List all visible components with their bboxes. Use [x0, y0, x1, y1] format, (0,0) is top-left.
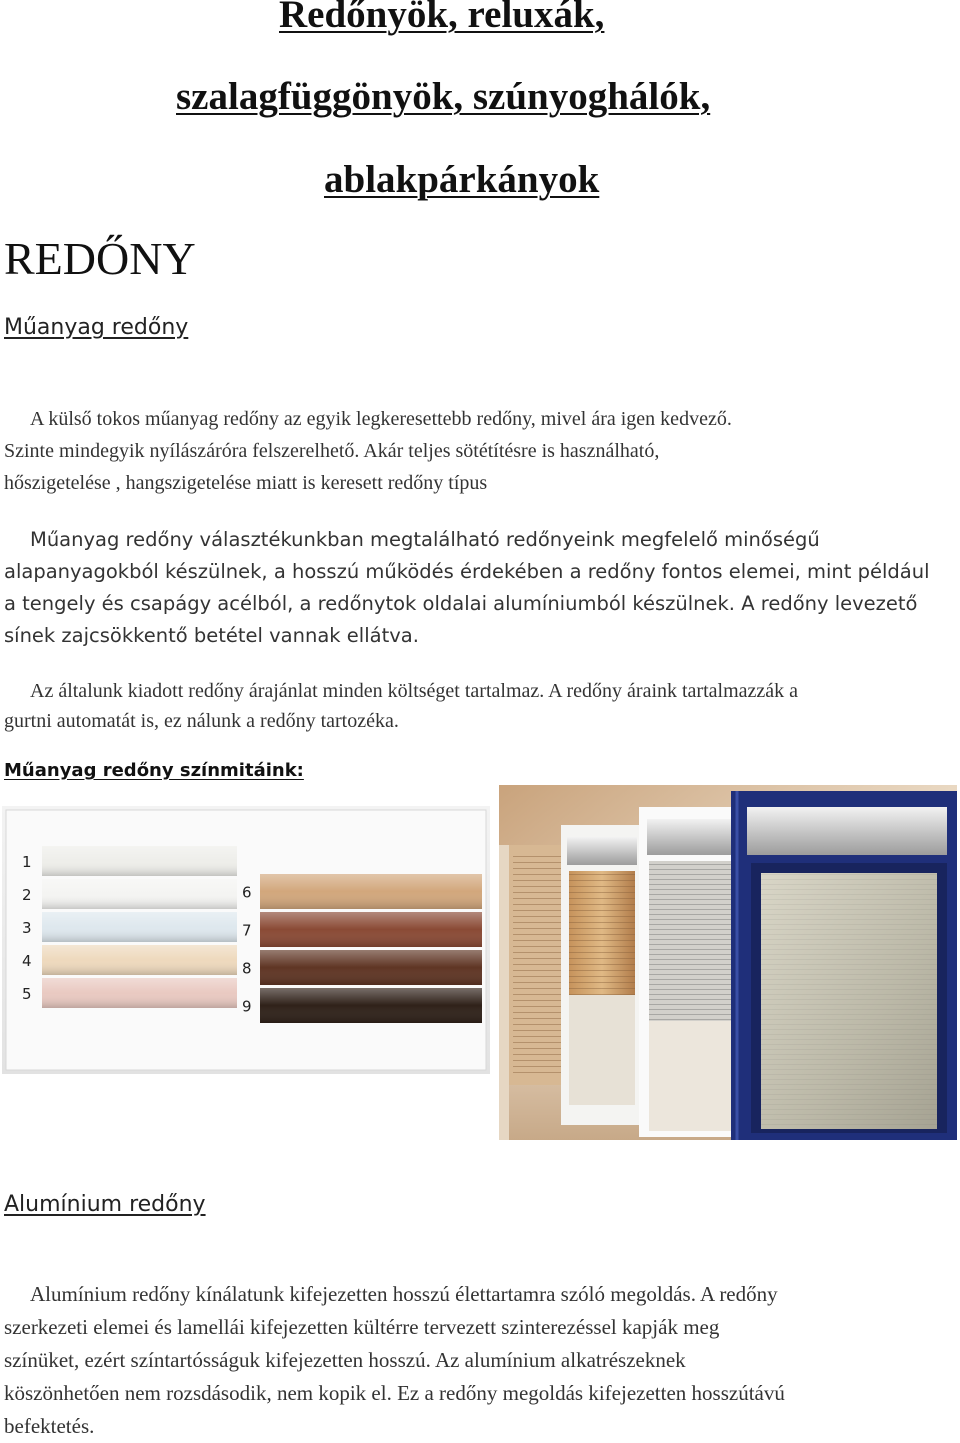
text-line: A külső tokos műanyag redőny az egyik legkeresettebb redőny, mivel ára igen kedvező. [30, 408, 732, 430]
color-swatch-number: 5 [22, 985, 32, 1003]
subsection-heading-plastic: Műanyag redőny [4, 315, 189, 340]
color-swatch-shading [260, 874, 482, 909]
color-swatch-number: 7 [242, 921, 252, 940]
color-swatch-image [2, 806, 490, 1074]
text-line: sínek zajcsökkentő betétel vannak ellátva. [4, 624, 419, 647]
paragraph-plastic-quality [4, 524, 954, 652]
color-swatch-number: 3 [22, 919, 32, 937]
color-swatch-shading [42, 846, 237, 876]
color-swatch-number: 1 [22, 853, 32, 871]
text-line: színüket, ezért színtartósságuk kifejezetten hosszú. Az alumínium alkatrészeknek [4, 1348, 686, 1372]
paragraph-plastic-intro [4, 403, 954, 499]
text-line: Műanyag redőny választékunkban megtalálható redőnyeink megfelelő minőségű [30, 528, 820, 551]
shutter-showroom-photo [499, 785, 957, 1140]
color-swatch-shading [42, 945, 237, 975]
color-swatch-shading [42, 912, 237, 942]
color-swatch-number: 8 [242, 959, 252, 978]
color-swatch-shading [260, 988, 482, 1023]
text-line: a tengely és csapágy acélból, a redőnytok oldalai alumíniumból készülnek. A redőny levezető [4, 592, 918, 615]
color-swatch-number: 9 [242, 997, 252, 1016]
color-swatch-number: 6 [242, 883, 252, 902]
color-samples-heading: Műanyag redőny színmitáink: [4, 760, 304, 781]
color-swatch-shading [42, 879, 237, 909]
document-title-line-2: szalagfüggönyök, szúnyoghálók, [176, 75, 711, 118]
text-line: befektetés. [4, 1414, 95, 1438]
document-title-line-3: ablakpárkányok [324, 158, 600, 201]
color-swatch-number: 2 [22, 886, 32, 904]
section-heading: REDŐNY [4, 233, 196, 284]
text-line: Az általunk kiadott redőny árajánlat minden költséget tartalmaz. A redőny áraink tartalmazzák a [30, 680, 799, 702]
color-swatch-shading [42, 978, 237, 1008]
paragraph-plastic-price [4, 676, 954, 736]
text-line: szerkezeti elemei és lamellái kifejezetten kültérre tervezett szinterezéssel kapják meg [4, 1315, 720, 1339]
color-swatch-shading [260, 912, 482, 947]
text-line: Alumínium redőny kínálatunk kifejezetten hosszú élettartamra szóló megoldás. A redőny [30, 1282, 778, 1306]
document-title-line-1: Redőnyök, reluxák, [279, 0, 605, 36]
color-swatch-shading [260, 950, 482, 985]
subsection-heading-aluminium: Alumínium redőny [4, 1192, 206, 1217]
text-line: alapanyagokból készülnek, a hosszú működés érdekében a redőny fontos elemei, mint például [4, 560, 930, 583]
paragraph-aluminium [4, 1278, 954, 1443]
text-line: Szinte mindegyik nyílászáróra felszerelhető. Akár teljes sötétítésre is használható, [4, 440, 660, 462]
color-swatch-number: 4 [22, 952, 32, 970]
text-line: gurtni automatát is, ez nálunk a redőny tartozéka. [4, 710, 399, 732]
text-line: köszönhetően nem rozsdásodik, nem kopik el. Ez a redőny megoldás kifejezetten hosszútávú [4, 1381, 785, 1405]
text-line: hőszigetelése , hangszigetelése miatt is keresett redőny típus [4, 472, 488, 494]
